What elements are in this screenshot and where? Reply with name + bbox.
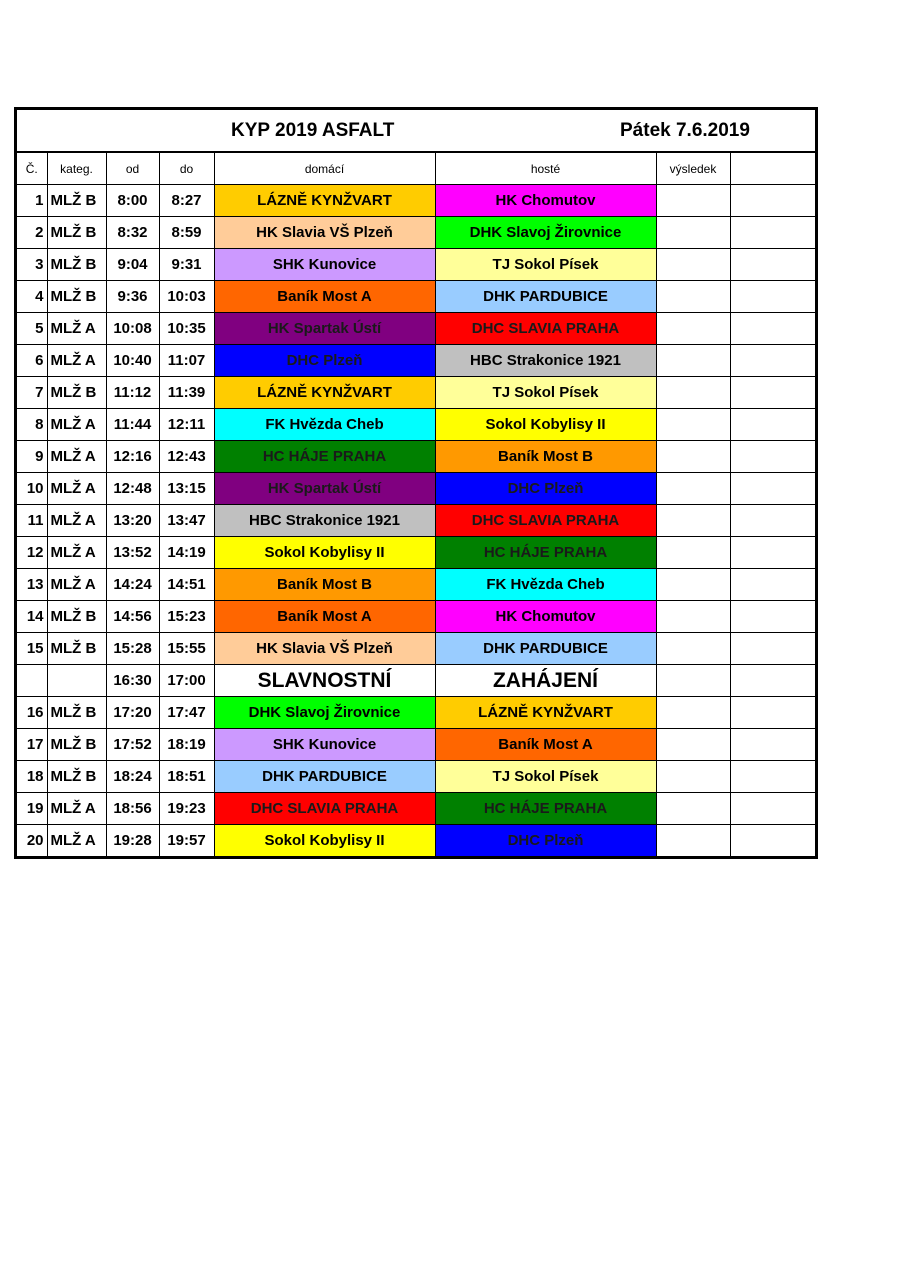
match-number: 19: [17, 793, 47, 825]
away-team: HK Chomutov: [435, 185, 656, 217]
away-team: HC HÁJE PRAHA: [435, 793, 656, 825]
away-team: TJ Sokol Písek: [435, 761, 656, 793]
match-category: [47, 665, 106, 697]
match-number: 2: [17, 217, 47, 249]
match-category: MLŽ A: [47, 505, 106, 537]
match-note: [730, 729, 815, 761]
home-team: DHK Slavoj Žirovnice: [214, 697, 435, 729]
match-row: [17, 601, 815, 633]
match-category: MLŽ B: [47, 601, 106, 633]
away-team: FK Hvězda Cheb: [435, 569, 656, 601]
match-row: [17, 537, 815, 569]
home-team: HK Spartak Ústí: [214, 473, 435, 505]
match-category: MLŽ B: [47, 633, 106, 665]
match-end-time: 8:59: [159, 217, 214, 249]
match-note: [730, 825, 815, 857]
match-row: [17, 377, 815, 409]
match-start-time: 18:56: [106, 793, 159, 825]
match-number: 10: [17, 473, 47, 505]
home-team: HK Spartak Ústí: [214, 313, 435, 345]
match-category: MLŽ B: [47, 729, 106, 761]
match-start-time: 19:28: [106, 825, 159, 857]
home-team: Baník Most B: [214, 569, 435, 601]
away-team: Sokol Kobylisy II: [435, 409, 656, 441]
match-start-time: 18:24: [106, 761, 159, 793]
match-row: [17, 761, 815, 793]
match-result: [656, 217, 730, 249]
match-row: [17, 793, 815, 825]
match-note: [730, 633, 815, 665]
col-header-from: od: [106, 153, 159, 185]
col-header-home: domácí: [214, 153, 435, 185]
away-team: TJ Sokol Písek: [435, 377, 656, 409]
match-result: [656, 825, 730, 857]
match-end-time: 8:27: [159, 185, 214, 217]
match-start-time: 14:24: [106, 569, 159, 601]
home-team: DHK PARDUBICE: [214, 761, 435, 793]
match-start-time: 16:30: [106, 665, 159, 697]
match-number: 8: [17, 409, 47, 441]
match-start-time: 13:20: [106, 505, 159, 537]
away-team: DHC SLAVIA PRAHA: [435, 313, 656, 345]
home-team: HK Slavia VŠ Plzeň: [214, 633, 435, 665]
match-note: [730, 377, 815, 409]
schedule-sheet: [14, 107, 818, 859]
match-start-time: 15:28: [106, 633, 159, 665]
match-category: MLŽ B: [47, 281, 106, 313]
match-start-time: 10:08: [106, 313, 159, 345]
match-end-time: 9:31: [159, 249, 214, 281]
match-note: [730, 441, 815, 473]
match-start-time: 17:20: [106, 697, 159, 729]
home-team: DHC SLAVIA PRAHA: [214, 793, 435, 825]
match-start-time: 9:36: [106, 281, 159, 313]
match-number: 20: [17, 825, 47, 857]
match-result: [656, 761, 730, 793]
match-row: [17, 441, 815, 473]
match-result: [656, 665, 730, 697]
match-number: 13: [17, 569, 47, 601]
match-end-time: 17:47: [159, 697, 214, 729]
match-row: [17, 313, 815, 345]
match-result: [656, 377, 730, 409]
match-note: [730, 569, 815, 601]
match-category: MLŽ A: [47, 825, 106, 857]
match-category: MLŽ B: [47, 185, 106, 217]
match-end-time: 12:43: [159, 441, 214, 473]
match-category: MLŽ B: [47, 377, 106, 409]
title-row: [17, 110, 815, 153]
col-header-number: Č.: [17, 153, 47, 185]
match-number: 12: [17, 537, 47, 569]
match-number: [17, 665, 47, 697]
match-note: [730, 761, 815, 793]
match-row: [17, 473, 815, 505]
match-note: [730, 473, 815, 505]
match-note: [730, 281, 815, 313]
match-number: 9: [17, 441, 47, 473]
match-end-time: 14:51: [159, 569, 214, 601]
match-end-time: 19:57: [159, 825, 214, 857]
match-end-time: 10:03: [159, 281, 214, 313]
match-result: [656, 729, 730, 761]
match-start-time: 11:44: [106, 409, 159, 441]
match-start-time: 13:52: [106, 537, 159, 569]
match-end-time: 13:47: [159, 505, 214, 537]
match-row: [17, 569, 815, 601]
match-row: [17, 825, 815, 857]
ceremony-row: [17, 665, 815, 697]
match-end-time: 18:51: [159, 761, 214, 793]
match-category: MLŽ B: [47, 217, 106, 249]
home-team: SHK Kunovice: [214, 729, 435, 761]
match-note: [730, 345, 815, 377]
match-number: 17: [17, 729, 47, 761]
match-end-time: 15:23: [159, 601, 214, 633]
match-note: [730, 313, 815, 345]
match-category: MLŽ A: [47, 441, 106, 473]
home-team: HC HÁJE PRAHA: [214, 441, 435, 473]
away-team: HC HÁJE PRAHA: [435, 537, 656, 569]
match-start-time: 10:40: [106, 345, 159, 377]
home-team: DHC Plzeň: [214, 345, 435, 377]
schedule-title: KYP 2019 ASFALT: [231, 120, 395, 141]
schedule-date: Pátek 7.6.2019: [620, 120, 750, 141]
home-team: HBC Strakonice 1921: [214, 505, 435, 537]
match-row: [17, 185, 815, 217]
match-number: 15: [17, 633, 47, 665]
match-start-time: 17:52: [106, 729, 159, 761]
match-result: [656, 633, 730, 665]
match-category: MLŽ A: [47, 345, 106, 377]
match-number: 7: [17, 377, 47, 409]
table-header-row: [17, 153, 815, 185]
col-header-result: výsledek: [656, 153, 730, 185]
match-result: [656, 473, 730, 505]
match-end-time: 11:07: [159, 345, 214, 377]
away-team: TJ Sokol Písek: [435, 249, 656, 281]
match-result: [656, 313, 730, 345]
away-team: Baník Most A: [435, 729, 656, 761]
match-number: 14: [17, 601, 47, 633]
home-team: HK Slavia VŠ Plzeň: [214, 217, 435, 249]
match-note: [730, 793, 815, 825]
match-result: [656, 569, 730, 601]
match-result: [656, 793, 730, 825]
match-number: 5: [17, 313, 47, 345]
away-team: DHK Slavoj Žirovnice: [435, 217, 656, 249]
match-category: MLŽ A: [47, 313, 106, 345]
match-number: 1: [17, 185, 47, 217]
match-row: [17, 409, 815, 441]
match-result: [656, 697, 730, 729]
col-header-extra: [730, 153, 815, 185]
ceremony-label-left: SLAVNOSTNÍ: [214, 665, 435, 697]
away-team: DHC Plzeň: [435, 825, 656, 857]
away-team: HK Chomutov: [435, 601, 656, 633]
away-team: DHC SLAVIA PRAHA: [435, 505, 656, 537]
match-row: [17, 281, 815, 313]
ceremony-label-right: ZAHÁJENÍ: [435, 665, 656, 697]
match-note: [730, 697, 815, 729]
match-category: MLŽ B: [47, 697, 106, 729]
match-category: MLŽ A: [47, 409, 106, 441]
match-row: [17, 505, 815, 537]
match-end-time: 11:39: [159, 377, 214, 409]
match-category: MLŽ A: [47, 473, 106, 505]
match-number: 18: [17, 761, 47, 793]
match-result: [656, 409, 730, 441]
match-note: [730, 409, 815, 441]
home-team: FK Hvězda Cheb: [214, 409, 435, 441]
col-header-away: hosté: [435, 153, 656, 185]
match-note: [730, 665, 815, 697]
match-note: [730, 217, 815, 249]
match-end-time: 15:55: [159, 633, 214, 665]
away-team: DHK PARDUBICE: [435, 633, 656, 665]
match-start-time: 11:12: [106, 377, 159, 409]
match-number: 16: [17, 697, 47, 729]
match-category: MLŽ A: [47, 793, 106, 825]
match-number: 6: [17, 345, 47, 377]
match-note: [730, 537, 815, 569]
home-team: Baník Most A: [214, 281, 435, 313]
col-header-to: do: [159, 153, 214, 185]
match-note: [730, 249, 815, 281]
match-result: [656, 249, 730, 281]
match-start-time: 9:04: [106, 249, 159, 281]
match-row: [17, 217, 815, 249]
match-result: [656, 441, 730, 473]
match-note: [730, 505, 815, 537]
match-start-time: 12:16: [106, 441, 159, 473]
match-start-time: 8:00: [106, 185, 159, 217]
match-end-time: 17:00: [159, 665, 214, 697]
match-result: [656, 281, 730, 313]
away-team: HBC Strakonice 1921: [435, 345, 656, 377]
home-team: SHK Kunovice: [214, 249, 435, 281]
match-category: MLŽ B: [47, 249, 106, 281]
match-end-time: 18:19: [159, 729, 214, 761]
match-start-time: 8:32: [106, 217, 159, 249]
match-result: [656, 601, 730, 633]
match-row: [17, 249, 815, 281]
match-result: [656, 505, 730, 537]
match-note: [730, 601, 815, 633]
match-end-time: 12:11: [159, 409, 214, 441]
match-end-time: 13:15: [159, 473, 214, 505]
match-category: MLŽ A: [47, 537, 106, 569]
home-team: Baník Most A: [214, 601, 435, 633]
match-number: 11: [17, 505, 47, 537]
match-row: [17, 697, 815, 729]
match-number: 4: [17, 281, 47, 313]
match-end-time: 19:23: [159, 793, 214, 825]
away-team: DHK PARDUBICE: [435, 281, 656, 313]
match-category: MLŽ A: [47, 569, 106, 601]
match-result: [656, 345, 730, 377]
home-team: LÁZNĚ KYNŽVART: [214, 185, 435, 217]
home-team: LÁZNĚ KYNŽVART: [214, 377, 435, 409]
away-team: LÁZNĚ KYNŽVART: [435, 697, 656, 729]
away-team: DHC Plzeň: [435, 473, 656, 505]
match-start-time: 12:48: [106, 473, 159, 505]
match-number: 3: [17, 249, 47, 281]
home-team: Sokol Kobylisy II: [214, 825, 435, 857]
match-note: [730, 185, 815, 217]
match-result: [656, 185, 730, 217]
match-row: [17, 729, 815, 761]
match-end-time: 14:19: [159, 537, 214, 569]
match-end-time: 10:35: [159, 313, 214, 345]
match-category: MLŽ B: [47, 761, 106, 793]
match-row: [17, 633, 815, 665]
match-row: [17, 345, 815, 377]
home-team: Sokol Kobylisy II: [214, 537, 435, 569]
away-team: Baník Most B: [435, 441, 656, 473]
col-header-category: kateg.: [47, 153, 106, 185]
match-table: [17, 153, 815, 856]
match-start-time: 14:56: [106, 601, 159, 633]
match-result: [656, 537, 730, 569]
